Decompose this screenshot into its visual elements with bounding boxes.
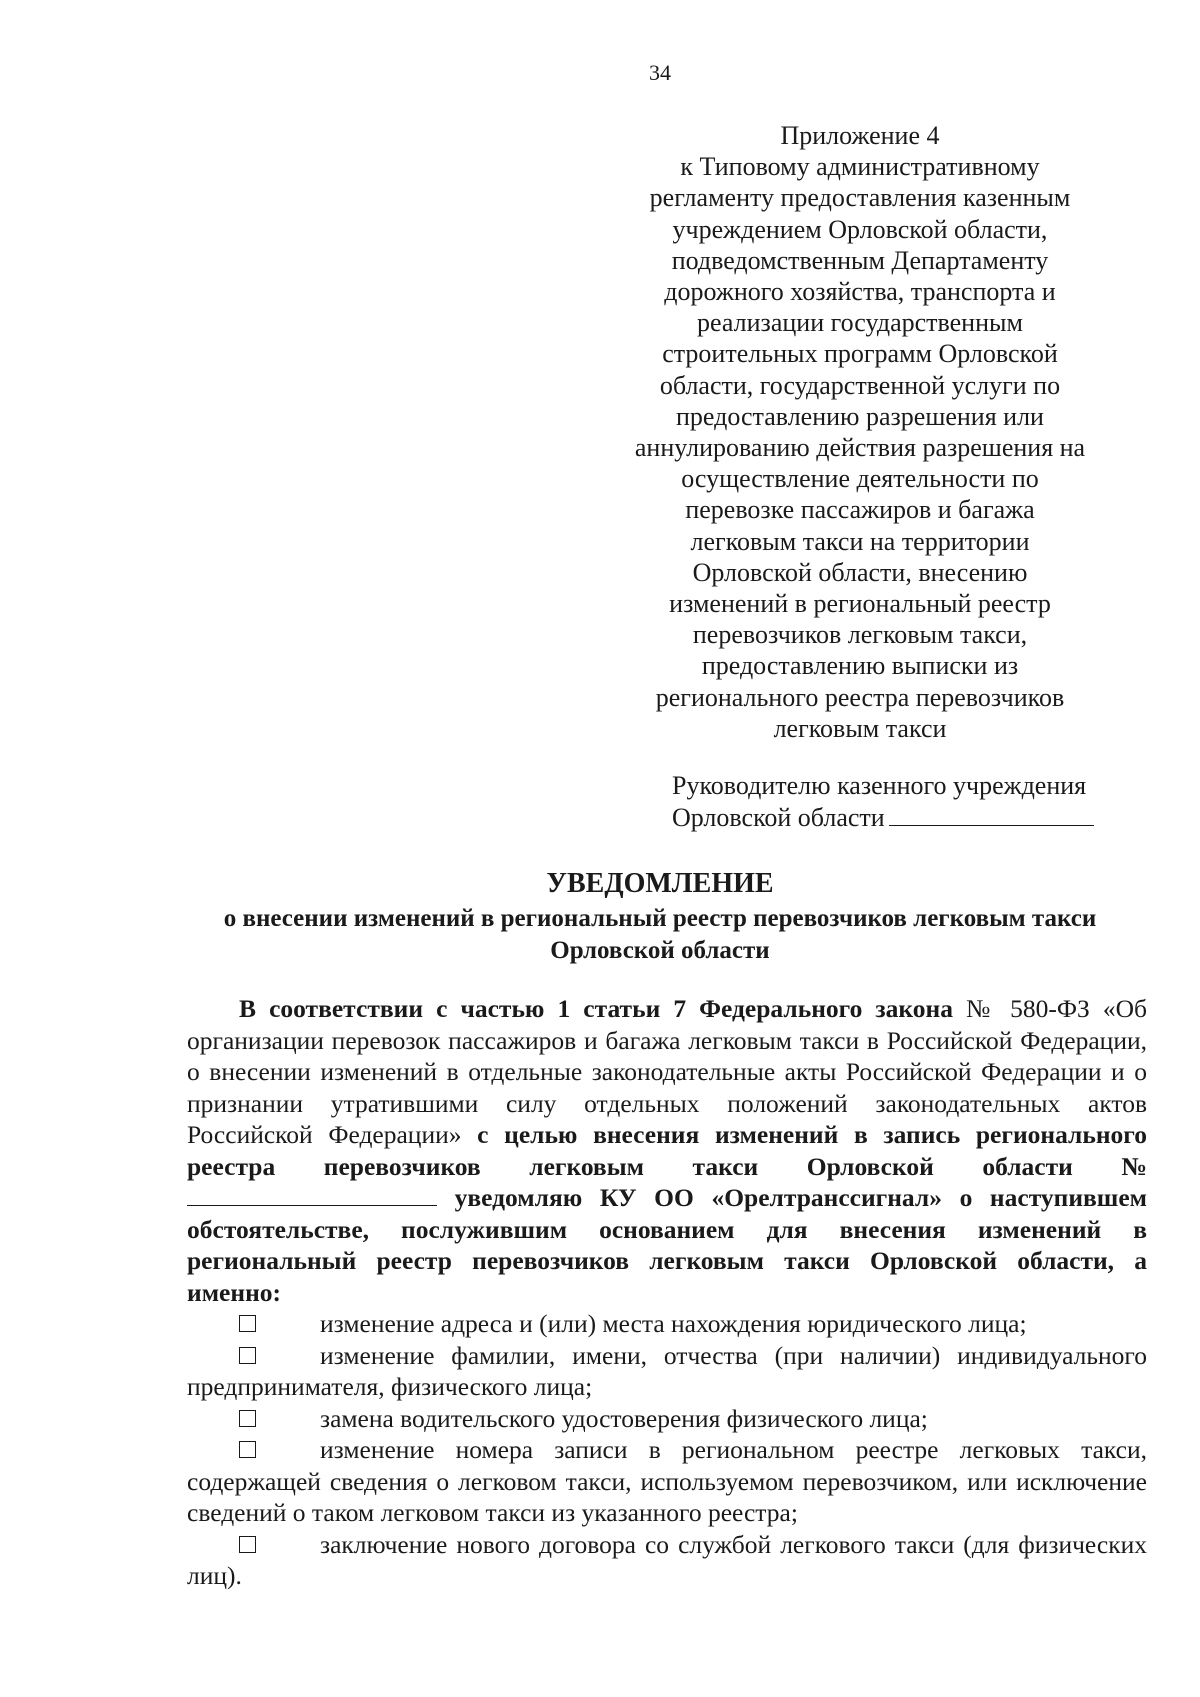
appendix-line: перевозчиков легковым такси, bbox=[692, 620, 1028, 650]
appendix-line: реализации государственным bbox=[697, 308, 1023, 338]
option-checkbox[interactable] bbox=[239, 1441, 256, 1458]
appendix-line: регионального реестра перевозчиков bbox=[655, 682, 1065, 712]
appendix-line: Орловской области, внесению bbox=[692, 557, 1028, 587]
appendix-header bbox=[600, 120, 1120, 744]
addressee-region: Орловской области bbox=[672, 803, 885, 832]
option-label: изменение номера записи в региональном реестре легковых такси, содержащей сведения о легковом такси, используемом перевозчиком, или исключение сведений о таком легковом такси из указанного реестра; bbox=[187, 1435, 1147, 1527]
appendix-line: области, государственной услуги по bbox=[659, 370, 1061, 400]
option-checkbox[interactable] bbox=[239, 1315, 256, 1332]
appendix-line: дорожного хозяйства, транспорта и bbox=[664, 277, 1056, 307]
option-checkbox[interactable] bbox=[239, 1410, 256, 1427]
appendix-line: осуществление деятельности по bbox=[681, 464, 1039, 494]
option-label: изменение адреса и (или) места нахождения юридического лица; bbox=[320, 1309, 1027, 1338]
addressee-line-1: Руководителю казенного учреждения bbox=[672, 771, 1087, 800]
option-item bbox=[187, 1529, 1147, 1592]
notice-body bbox=[187, 993, 1147, 1592]
notice-subtitle-line-1: о внесении изменений в региональный реестр перевозчиков легковым такси bbox=[223, 905, 1097, 932]
option-item bbox=[187, 1308, 1147, 1340]
appendix-line: предоставлению выписки из bbox=[701, 651, 1019, 681]
option-label: заключение нового договора со службой легкового такси (для физических лиц). bbox=[187, 1529, 1147, 1590]
appendix-line: легковым такси на территории bbox=[690, 526, 1030, 556]
appendix-line: аннулированию действия разрешения на bbox=[634, 433, 1086, 463]
notice-title: УВЕДОМЛЕНИЕ bbox=[546, 868, 774, 899]
option-checkbox[interactable] bbox=[239, 1536, 256, 1553]
notice-subtitle-line-2: Орловской области bbox=[550, 937, 770, 964]
notice-heading bbox=[160, 865, 1160, 967]
purpose-bold-text: с целью внесения изменений в запись регионального реестра перевозчиков легковым такси Орловской области № bbox=[187, 1120, 1147, 1181]
option-item bbox=[187, 1434, 1147, 1529]
appendix-line: перевозке пассажиров и багажа bbox=[685, 495, 1035, 525]
main-paragraph bbox=[187, 993, 1147, 1308]
notify-bold-text: уведомляю КУ ОО «Орелтранссигнал» о наступившем обстоятельстве, послужившим основанием для внесения изменений в региональный реестр перевозчиков легковым такси Орловской области, а именно: bbox=[187, 1183, 1148, 1307]
option-checkbox[interactable] bbox=[239, 1347, 256, 1364]
option-label: замена водительского удостоверения физического лица; bbox=[320, 1403, 928, 1433]
appendix-line: регламенту предоставления казенным bbox=[649, 183, 1071, 213]
option-item bbox=[187, 1340, 1147, 1403]
lead-bold-text: В соответствии с частью 1 статьи 7 Федерального закона bbox=[239, 994, 953, 1023]
appendix-line: строительных программ Орловской bbox=[662, 339, 1058, 369]
option-label: изменение фамилии, имени, отчества (при наличии) индивидуального предпринимателя, физического лица; bbox=[187, 1340, 1147, 1401]
addressee-line-2 bbox=[672, 802, 1094, 834]
appendix-line: к Типовому административному bbox=[680, 152, 1040, 182]
addressee-block bbox=[672, 770, 1094, 834]
appendix-line: учреждением Орловской области, bbox=[672, 214, 1048, 244]
appendix-line: изменений в региональный реестр bbox=[669, 589, 1051, 619]
page-number: 34 bbox=[649, 60, 671, 85]
addressee-blank-field[interactable] bbox=[889, 803, 1094, 826]
appendix-line: Приложение 4 bbox=[780, 121, 940, 150]
appendix-line: подведомственным Департаменту bbox=[671, 245, 1049, 275]
registry-number-blank-field[interactable] bbox=[187, 1185, 437, 1206]
option-item bbox=[187, 1403, 1147, 1435]
appendix-line: предоставлению разрешения или bbox=[676, 401, 1044, 431]
appendix-line: легковым такси bbox=[773, 713, 947, 743]
law-reference-text: № 580-ФЗ «Об организации перевозок пассажиров и багажа легковым такси в Российской Федерации, о внесении изменений в отдельные законодательные акты Российской Федерации и о признании утратившими силу отдельных положений законодательных актов Российской Федерации» bbox=[187, 994, 1147, 1149]
